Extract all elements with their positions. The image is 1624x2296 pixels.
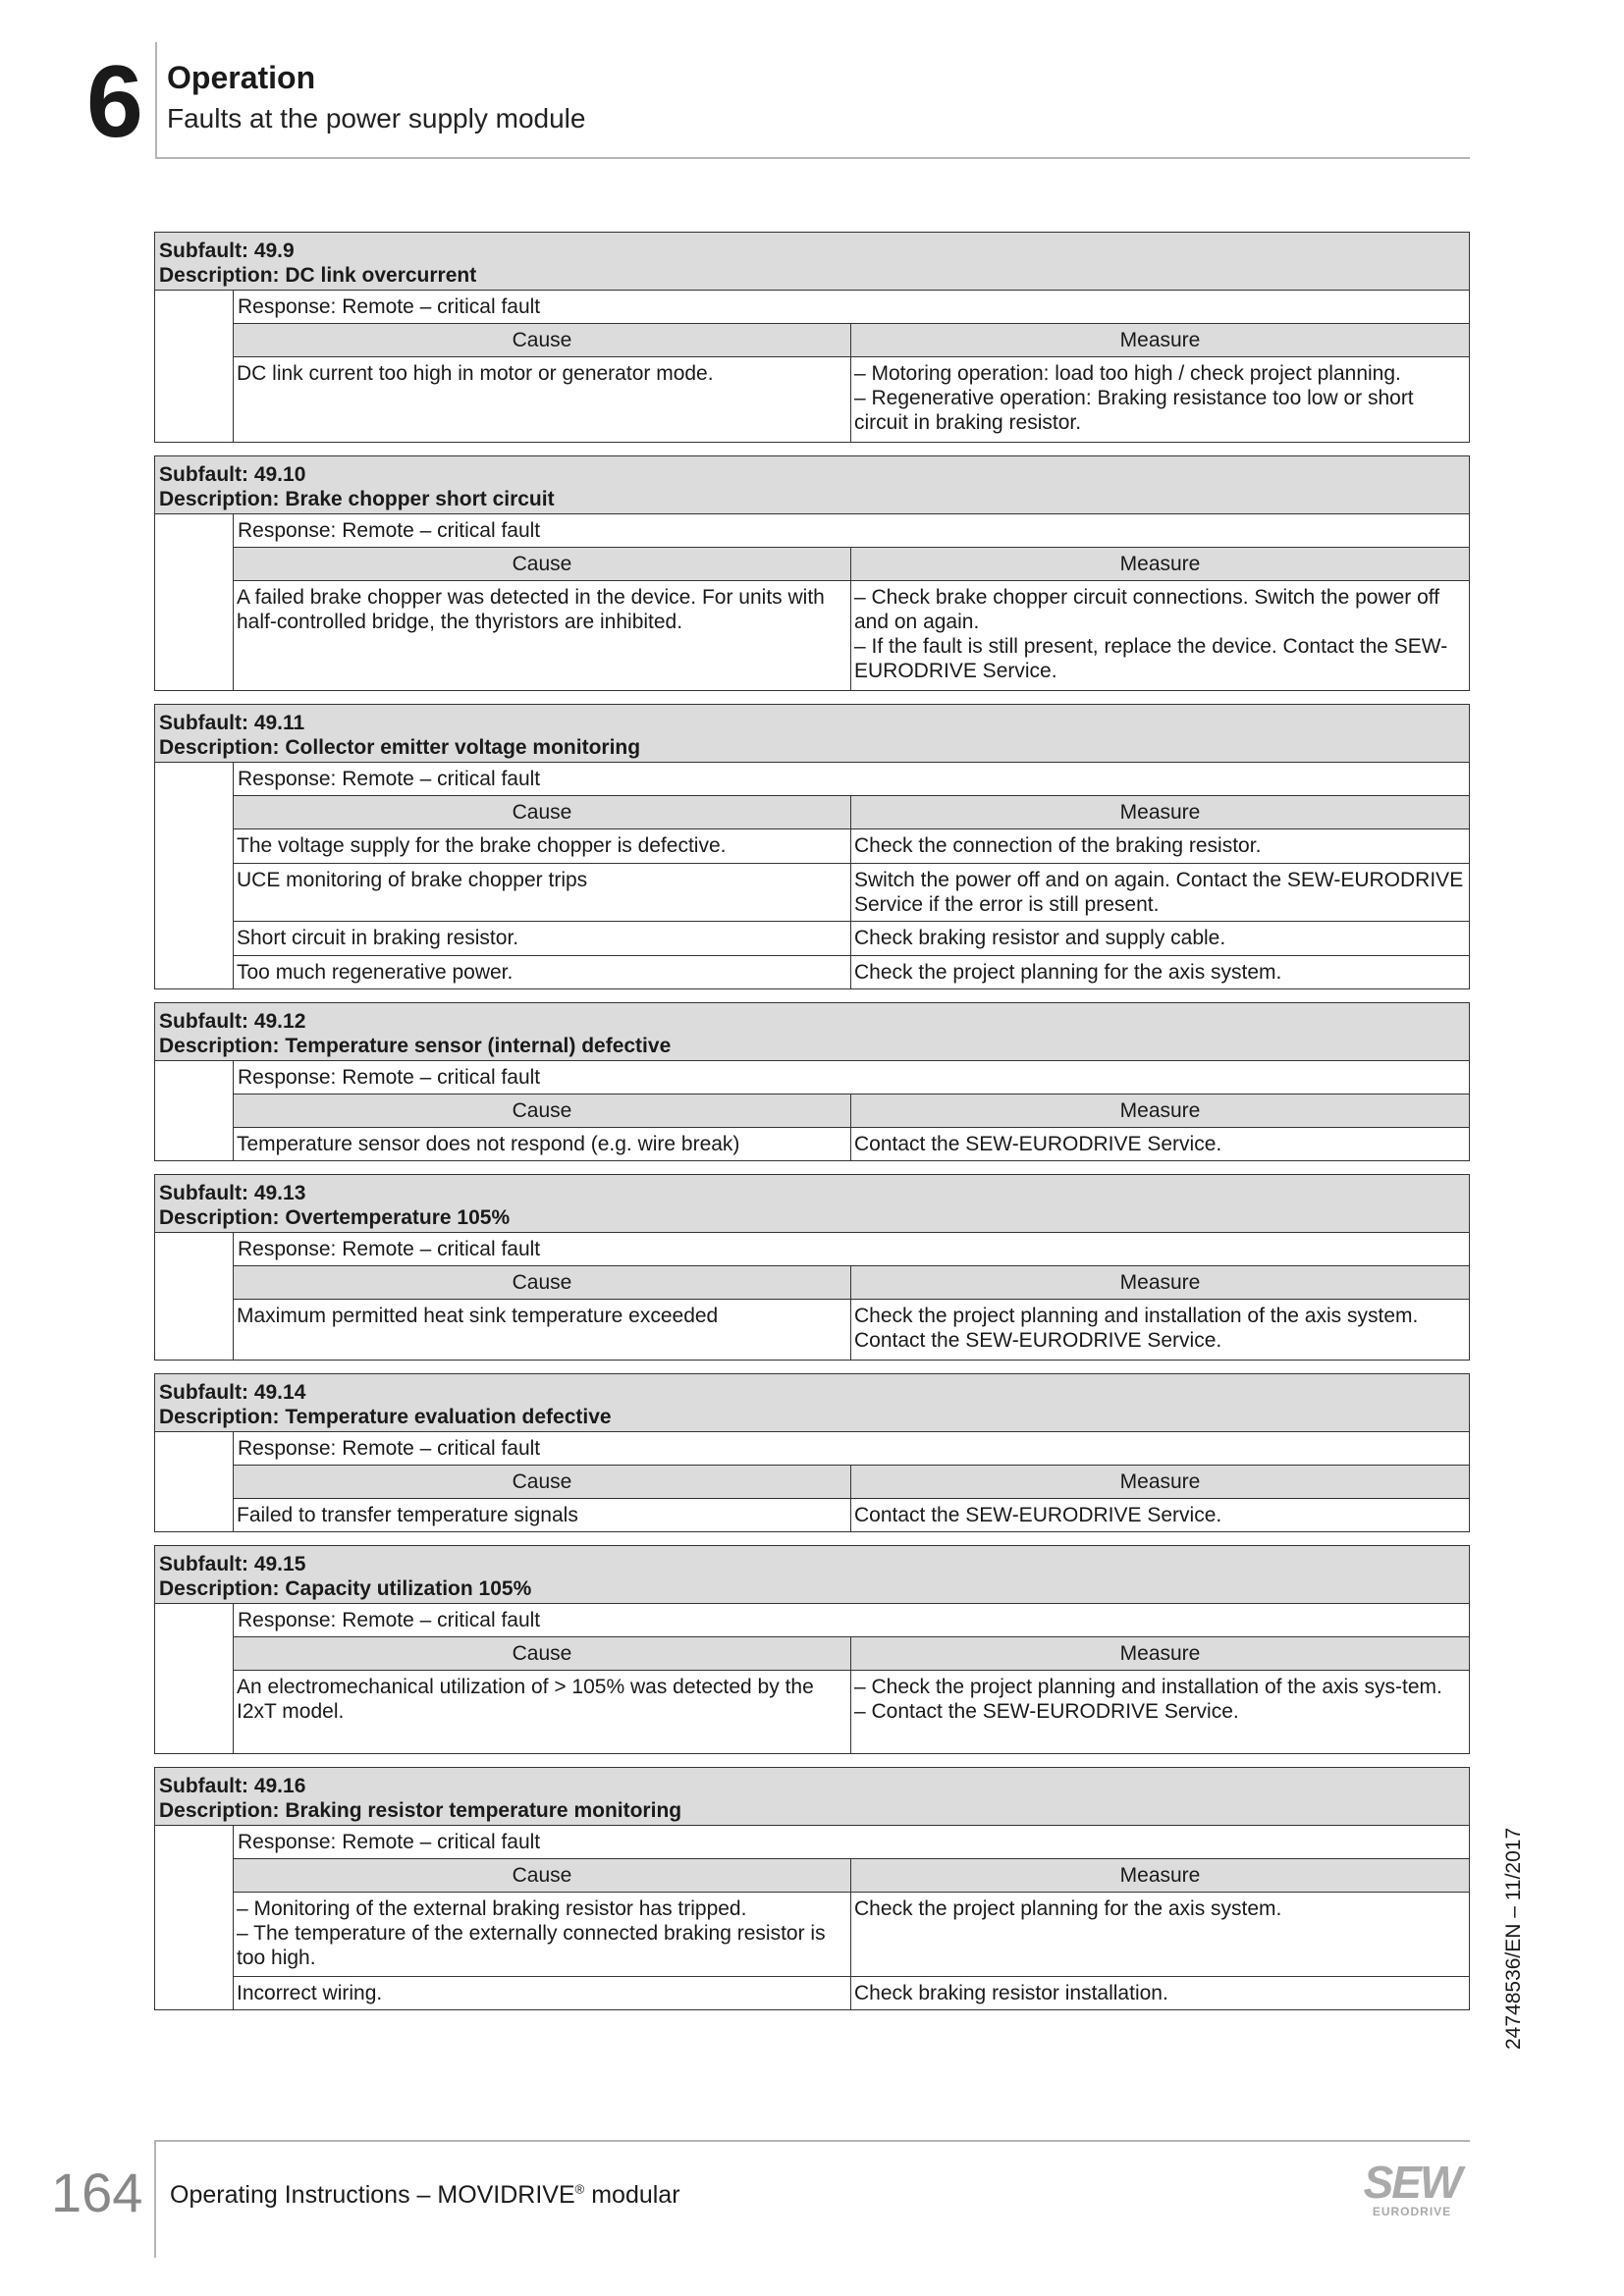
table-header-row (234, 548, 1469, 581)
table-row (234, 1893, 1469, 1976)
column-header-cause: Cause (234, 1637, 851, 1670)
subfault-header (155, 705, 1469, 763)
footer-vertical-divider (154, 2140, 156, 2258)
cause-cell (234, 1128, 851, 1160)
table-row (234, 863, 1469, 921)
response-label: Response: Remote – critical fault (234, 1826, 1469, 1859)
table-row (234, 1128, 1469, 1160)
cause-text: DC link current too high in motor or generator mode. (237, 362, 714, 385)
table-row (234, 955, 1469, 988)
column-header-measure: Measure (1119, 1642, 1201, 1665)
cause-cell (234, 829, 851, 863)
column-header-measure: Measure (1119, 1864, 1201, 1887)
measure-cell (851, 922, 1469, 955)
cause-text: Maximum permitted heat sink temperature exceeded (237, 1305, 719, 1327)
subfault-detail (234, 763, 1469, 988)
measure-text: Check braking resistor installation. (854, 1982, 1168, 2004)
subfault-code: Subfault: 49.11 (159, 712, 305, 734)
cause-text: – Monitoring of the external braking resistor has tripped. (237, 1897, 747, 1920)
subfault-header (155, 1768, 1469, 1826)
subfault-detail (234, 1233, 1469, 1360)
measure-text: – Check brake chopper circuit connections. Switch the power off and on again. (854, 586, 1440, 633)
cause-text: An electromechanical utilization of > 105% was detected by the I2xT model. (237, 1676, 814, 1723)
subfault-code: Subfault: 49.9 (159, 240, 295, 262)
subfault-code: Subfault: 49.16 (159, 1775, 306, 1797)
table-row (234, 1976, 1469, 2009)
cause-cell (234, 922, 851, 955)
subfault-description: Description: Brake chopper short circuit (159, 488, 555, 510)
response-label: Response: Remote – critical fault (234, 514, 1469, 548)
subfault-description: Description: Temperature evaluation defective (159, 1406, 612, 1428)
measure-cell (851, 1499, 1469, 1531)
indent-column (155, 514, 234, 690)
section-subtitle: Faults at the power supply module (167, 103, 586, 133)
measure-text: Check the connection of the braking resistor. (854, 834, 1262, 857)
subfault-header (155, 1003, 1469, 1061)
subfault-header (155, 1546, 1469, 1604)
subfault-code: Subfault: 49.14 (159, 1381, 306, 1404)
table-row (234, 1671, 1469, 1753)
subfault-code: Subfault: 49.10 (159, 463, 306, 486)
response-label: Response: Remote – critical fault (234, 763, 1469, 796)
chapter-title: Operation (167, 60, 316, 95)
subfault-tables (154, 232, 1470, 2023)
response-label: Response: Remote – critical fault (234, 1233, 1469, 1266)
measure-cell (851, 1671, 1469, 1753)
cause-cell (234, 956, 851, 988)
indent-column (155, 1432, 234, 1531)
logo-wordmark: SEW (1363, 2157, 1461, 2208)
column-header-cause: Cause (234, 1466, 851, 1498)
column-header-cause: Cause (234, 1859, 851, 1892)
subfault-block (154, 1767, 1470, 2010)
response-label: Response: Remote – critical fault (234, 1432, 1469, 1466)
cause-text: Failed to transfer temperature signals (237, 1504, 578, 1526)
indent-column (155, 1233, 234, 1360)
cause-text: UCE monitoring of brake chopper trips (237, 869, 588, 891)
header-vertical-divider (155, 42, 157, 158)
subfault-detail (234, 1826, 1469, 2009)
measure-text: – Contact the SEW-EURODRIVE Service. (854, 1700, 1239, 1723)
subfault-detail (234, 1061, 1469, 1160)
logo-subtitle: EURODRIVE (1372, 2205, 1452, 2218)
measure-cell (851, 864, 1469, 921)
subfault-body (155, 291, 1469, 442)
cause-cell (234, 1499, 851, 1531)
subfault-detail (234, 514, 1469, 690)
indent-column (155, 1826, 234, 2009)
subfault-description: Description: Collector emitter voltage monitoring (159, 736, 641, 759)
header-horizontal-divider (155, 157, 1470, 159)
sew-eurodrive-logo (1353, 2157, 1471, 2218)
column-header-cause: Cause (234, 1095, 851, 1127)
column-header-measure: Measure (1119, 329, 1201, 351)
subfault-header (155, 1374, 1469, 1432)
measure-cell (851, 1977, 1469, 2009)
measure-cell (851, 581, 1469, 690)
measure-cell (851, 1893, 1469, 1976)
cause-cell (234, 1977, 851, 2009)
cause-text: Too much regenerative power. (237, 961, 514, 984)
registered-mark: ® (574, 2181, 585, 2197)
cause-cell (234, 864, 851, 921)
subfault-code: Subfault: 49.15 (159, 1553, 306, 1575)
subfault-body (155, 1604, 1469, 1753)
subfault-block (154, 1174, 1470, 1361)
measure-text: – Motoring operation: load too high / check project planning. (854, 362, 1401, 385)
table-header-row (234, 1095, 1469, 1128)
subfault-body (155, 763, 1469, 988)
measure-text: Contact the SEW-EURODRIVE Service. (854, 1133, 1222, 1155)
measure-text: Check the project planning for the axis system. (854, 961, 1282, 984)
measure-cell (851, 357, 1469, 442)
subfault-code: Subfault: 49.12 (159, 1010, 306, 1033)
chapter-number: 6 (86, 45, 143, 159)
indent-column (155, 291, 234, 442)
page-number: 164 (51, 2162, 143, 2223)
column-header-measure: Measure (1119, 1271, 1201, 1294)
indent-column (155, 763, 234, 988)
column-header-measure: Measure (1119, 801, 1201, 824)
subfault-body (155, 1826, 1469, 2009)
measure-text: – If the fault is still present, replace the device. Contact the SEW-EURODRIVE Service. (854, 635, 1448, 682)
subfault-description: Description: DC link overcurrent (159, 264, 477, 287)
table-row (234, 581, 1469, 690)
measure-text: Check braking resistor and supply cable. (854, 927, 1226, 949)
table-header-row (234, 324, 1469, 357)
response-label: Response: Remote – critical fault (234, 1061, 1469, 1095)
subfault-block (154, 455, 1470, 691)
subfault-detail (234, 1432, 1469, 1531)
subfault-detail (234, 291, 1469, 442)
measure-cell (851, 829, 1469, 863)
subfault-body (155, 1061, 1469, 1160)
subfault-header (155, 1175, 1469, 1233)
cause-cell (234, 581, 851, 690)
cause-text: Temperature sensor does not respond (e.g. wire break) (237, 1133, 740, 1155)
measure-cell (851, 1300, 1469, 1360)
table-row (234, 829, 1469, 863)
subfault-body (155, 1233, 1469, 1360)
measure-text: Contact the SEW-EURODRIVE Service. (854, 1504, 1222, 1526)
table-header-row (234, 1859, 1469, 1893)
subfault-block (154, 704, 1470, 989)
column-header-cause: Cause (234, 796, 851, 828)
measure-text: – Regenerative operation: Braking resistance too low or short circuit in braking resistor. (854, 387, 1414, 434)
footer-title-suffix: modular (584, 2181, 680, 2209)
column-header-measure: Measure (1119, 1099, 1201, 1122)
subfault-header (155, 456, 1469, 514)
column-header-cause: Cause (234, 324, 851, 356)
document-id: 24748536/EN – 11/2017 (1502, 1827, 1525, 2050)
table-row (234, 921, 1469, 955)
cause-text: Short circuit in braking resistor. (237, 927, 519, 949)
indent-column (155, 1604, 234, 1753)
cause-cell (234, 1893, 851, 1976)
table-row (234, 357, 1469, 442)
table-header-row (234, 1266, 1469, 1300)
footer-horizontal-divider (155, 2140, 1470, 2142)
measure-cell (851, 956, 1469, 988)
cause-text: A failed brake chopper was detected in the device. For units with half-controlled bridge, the thyristors are inhibited. (237, 586, 825, 633)
column-header-measure: Measure (1119, 1470, 1201, 1493)
subfault-description: Description: Overtemperature 105% (159, 1206, 511, 1229)
response-label: Response: Remote – critical fault (234, 1604, 1469, 1637)
subfault-block (154, 1373, 1470, 1532)
subfault-description: Description: Braking resistor temperature monitoring (159, 1799, 682, 1822)
subfault-body (155, 514, 1469, 690)
column-header-measure: Measure (1119, 553, 1201, 575)
subfault-detail (234, 1604, 1469, 1753)
subfault-description: Description: Capacity utilization 105% (159, 1577, 532, 1600)
column-header-cause: Cause (234, 548, 851, 580)
table-row (234, 1300, 1469, 1360)
cause-cell (234, 357, 851, 442)
indent-column (155, 1061, 234, 1160)
subfault-header (155, 233, 1469, 291)
cause-text: – The temperature of the externally connected braking resistor is too high. (237, 1922, 826, 1969)
subfault-block (154, 1545, 1470, 1754)
response-label: Response: Remote – critical fault (234, 291, 1469, 324)
measure-text: Switch the power off and on again. Contact the SEW-EURODRIVE Service if the error is still present. (854, 869, 1464, 916)
cause-text: Incorrect wiring. (237, 1982, 383, 2004)
column-header-cause: Cause (234, 1266, 851, 1299)
table-header-row (234, 1637, 1469, 1671)
subfault-code: Subfault: 49.13 (159, 1182, 306, 1204)
measure-cell (851, 1128, 1469, 1160)
footer-document-title (170, 2181, 680, 2210)
measure-text: Check the project planning for the axis system. (854, 1897, 1282, 1920)
cause-cell (234, 1671, 851, 1753)
subfault-block (154, 1002, 1470, 1161)
table-header-row (234, 1466, 1469, 1499)
table-row (234, 1499, 1469, 1531)
table-header-row (234, 796, 1469, 829)
footer-title-prefix: Operating Instructions – MOVIDRIVE (170, 2181, 575, 2209)
subfault-body (155, 1432, 1469, 1531)
subfault-description: Description: Temperature sensor (internal) defective (159, 1035, 672, 1057)
measure-text: Check the project planning and installation of the axis system. Contact the SEW-EURODRIVE Service. (854, 1305, 1419, 1352)
cause-cell (234, 1300, 851, 1360)
measure-text: – Check the project planning and installation of the axis sys-tem. (854, 1676, 1442, 1698)
subfault-block (154, 232, 1470, 443)
cause-text: The voltage supply for the brake chopper is defective. (237, 834, 727, 857)
